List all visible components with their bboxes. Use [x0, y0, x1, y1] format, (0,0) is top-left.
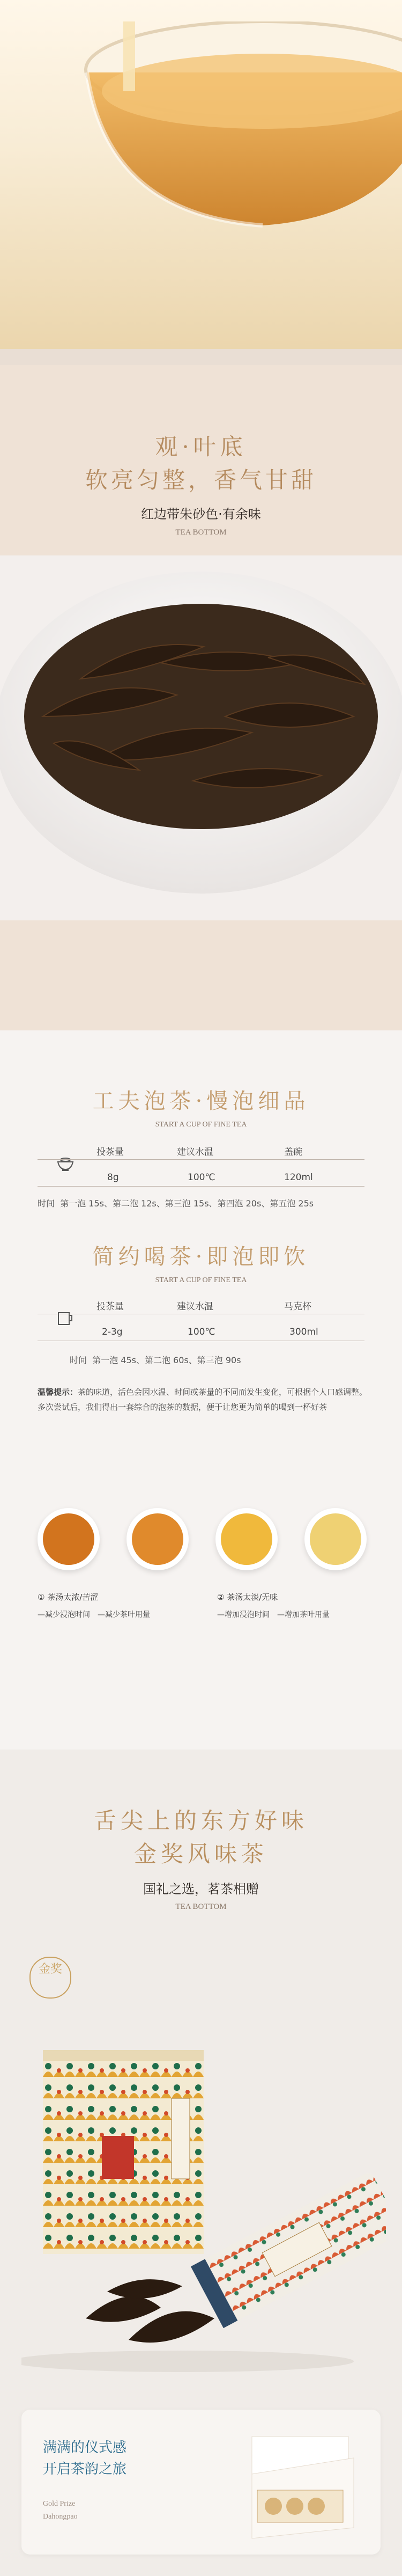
tea-color-cups — [38, 1508, 370, 1572]
card-line1: 满满的仪式感 — [43, 2440, 127, 2456]
simple-english: START A CUP OF FINE TEA — [155, 1276, 247, 1284]
ritual-card — [21, 2410, 381, 2555]
gongfu-title: 工夫泡茶·慢泡细品 — [92, 1089, 310, 1114]
gongfu-value-amount: 8g — [107, 1172, 119, 1183]
gongfu-header-amount: 投茶量 — [96, 1147, 124, 1158]
brewing-guide-section — [0, 1030, 402, 1750]
product-canisters-illustration — [21, 2039, 386, 2372]
gongfu-times — [38, 1197, 370, 1209]
legend-weak: ② 茶汤太淡/无味 — [217, 1592, 278, 1602]
mug-icon — [56, 1311, 75, 1327]
legend-strong-advice: —减少浸泡时间 —减少茶叶用量 — [38, 1611, 150, 1619]
gongfu-time-label: 时间 — [38, 1198, 55, 1209]
tea-leaves-bowl-illustration — [0, 555, 402, 920]
leaf-english-label: TEA BOTTOM — [175, 528, 227, 537]
hero-tea-cup-section — [0, 0, 402, 365]
simple-times — [38, 1353, 370, 1366]
tea-cup-dark — [38, 1508, 100, 1570]
legend-strong: ① 茶汤太浓/苦涩 — [38, 1592, 99, 1602]
gift-section — [0, 1750, 402, 2576]
seal-text: 金奖 — [38, 1963, 62, 1976]
brewing-tip — [38, 1385, 370, 1415]
gongfu-value-vessel: 120ml — [284, 1172, 313, 1183]
section-divider — [0, 349, 402, 365]
gongfu-header-vessel: 盖碗 — [284, 1147, 302, 1158]
gift-title-line1: 舌尖上的东方好味 — [93, 1807, 308, 1834]
gold-award-seal — [29, 1957, 71, 1999]
simple-value-amount: 2-3g — [102, 1327, 123, 1337]
tea-cup-amber — [126, 1508, 189, 1570]
gift-box-illustration — [220, 2426, 364, 2544]
simple-header-temp: 建议水温 — [177, 1301, 213, 1312]
simple-time-values: 第一泡 45s、第二泡 60s、第三泡 90s — [92, 1355, 241, 1365]
gongfu-header-temp: 建议水温 — [177, 1147, 213, 1158]
simple-value-temp: 100℃ — [188, 1327, 215, 1337]
divider-line — [38, 1186, 364, 1187]
gift-subtitle: 国礼之选，茗茶相赠 — [143, 1882, 259, 1897]
card-en2: Dahongpao — [43, 2513, 78, 2521]
gongfu-english: START A CUP OF FINE TEA — [155, 1121, 247, 1129]
tip-text: 茶的味道，活色会因水温、时间或茶量的不同而发生变化，可根据个人口感调整。多次尝试后，我们得出一套综合的泡茶的数据，便于让您更为简单的喝到一杯好茶 — [38, 1387, 368, 1412]
tea-cup-light — [215, 1508, 278, 1570]
gift-title-line2: 金奖风味茶 — [133, 1841, 268, 1867]
card-line2: 开启茶韵之旅 — [43, 2461, 127, 2477]
glass-tea-cup-illustration — [48, 21, 402, 252]
leaf-subtitle: 红边带朱砂色·有余味 — [141, 507, 261, 522]
simple-time-label: 时间 — [70, 1355, 87, 1365]
legend-weak-advice: —增加浸泡时间 —增加茶叶用量 — [217, 1611, 330, 1619]
divider-line — [38, 1159, 364, 1160]
tip-label: 温馨提示： — [38, 1387, 78, 1397]
gongfu-time-values: 第一泡 15s、第二泡 12s、第三泡 15s、第四泡 20s、第五泡 25s — [60, 1198, 314, 1209]
simple-header-amount: 投茶量 — [96, 1301, 124, 1312]
leaf-title-line2: 软亮匀整，香气甘甜 — [85, 467, 317, 493]
card-en1: Gold Prize — [43, 2500, 76, 2508]
simple-title: 简约喝茶·即泡即饮 — [92, 1245, 310, 1269]
leaf-bottom-section — [0, 365, 402, 1030]
simple-value-vessel: 300ml — [289, 1327, 318, 1337]
gongfu-value-temp: 100℃ — [188, 1172, 215, 1183]
gift-english: TEA BOTTOM — [175, 1902, 227, 1911]
simple-header-vessel: 马克杯 — [284, 1301, 311, 1312]
tea-cup-pale — [304, 1508, 367, 1570]
leaf-title-line1: 观·叶底 — [155, 434, 247, 460]
